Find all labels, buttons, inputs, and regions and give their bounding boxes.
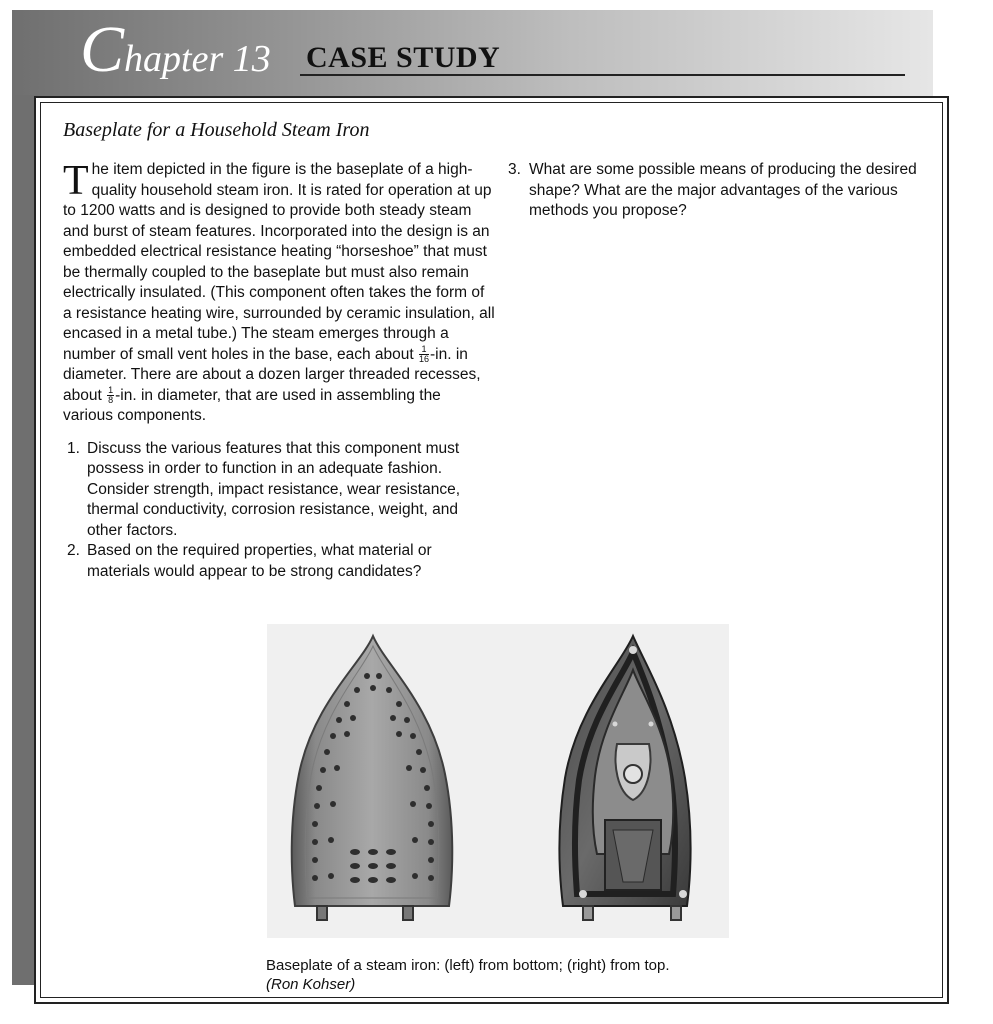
caption-text: Baseplate of a steam iron: (left) from bottom; (right) from top. bbox=[266, 957, 670, 974]
iron-top-view bbox=[560, 636, 691, 920]
question-text: Based on the required properties, what material or materials would appear to be strong candidates? bbox=[87, 542, 432, 580]
iron-bottom-view bbox=[292, 636, 453, 920]
figure-caption bbox=[266, 956, 669, 994]
figure-illustration bbox=[267, 624, 729, 938]
question-item bbox=[63, 439, 495, 542]
question-list-continued bbox=[508, 160, 938, 222]
photo-credit: (Ron Kohser) bbox=[266, 976, 356, 993]
intro-text-1: he item depicted in the figure is the baseplate of a high-quality household steam iron. It is rated for operation at up to 1200 watts and is designed to provide both steady steam and burst of steam features. Incorporated into the design is an embedded electrical resistance heating “horseshoe” that must be thermally coupled to the baseplate but must also remain electrically insulated. (This component often takes the form of a resistance heating wire, surrounded by ceramic insulation, all encased in a metal tube.) The steam emerges through a number of small vent holes in the base, each about bbox=[63, 161, 495, 363]
question-number: 2. bbox=[67, 542, 80, 559]
right-column bbox=[508, 160, 938, 222]
question-list bbox=[63, 439, 495, 583]
question-item bbox=[63, 541, 495, 582]
article-title: Baseplate for a Household Steam Iron bbox=[63, 119, 370, 141]
chapter-title-capital: C bbox=[80, 13, 125, 86]
left-column bbox=[63, 160, 495, 582]
question-item bbox=[508, 160, 938, 222]
question-number: 3. bbox=[508, 161, 521, 178]
question-text: What are some possible means of producing the desired shape? What are the major advantages of the various methods you propose? bbox=[529, 161, 917, 219]
chapter-title-rest: hapter 13 bbox=[124, 38, 271, 80]
section-label: CASE STUDY bbox=[306, 41, 501, 74]
section-rule bbox=[300, 74, 905, 76]
fraction-1-8 bbox=[107, 386, 114, 405]
fraction-numerator: 1 bbox=[108, 384, 114, 395]
intro-text-3: -in. in diameter, that are used in assembling the various components. bbox=[63, 386, 441, 424]
intro-paragraph bbox=[63, 160, 495, 427]
question-number: 1. bbox=[67, 439, 80, 457]
fraction-numerator: 1 bbox=[419, 345, 429, 355]
fraction-1-16 bbox=[419, 345, 429, 364]
question-text: Discuss the various features that this component must possess in order to function in an adequate fashion. Consider strength, impact resistance, wear resistance, thermal conductivity, corrosion resistance, weight, and other factors. bbox=[87, 439, 461, 539]
fraction-denominator: 16 bbox=[419, 353, 430, 364]
drop-cap: T bbox=[63, 158, 89, 204]
chapter-title bbox=[80, 10, 271, 99]
fraction-denominator: 8 bbox=[108, 394, 114, 405]
intro-text-2: -in. in diameter. There are about a dozen larger threaded recesses, about bbox=[63, 345, 481, 404]
figure-steam-iron-baseplate bbox=[267, 624, 729, 938]
